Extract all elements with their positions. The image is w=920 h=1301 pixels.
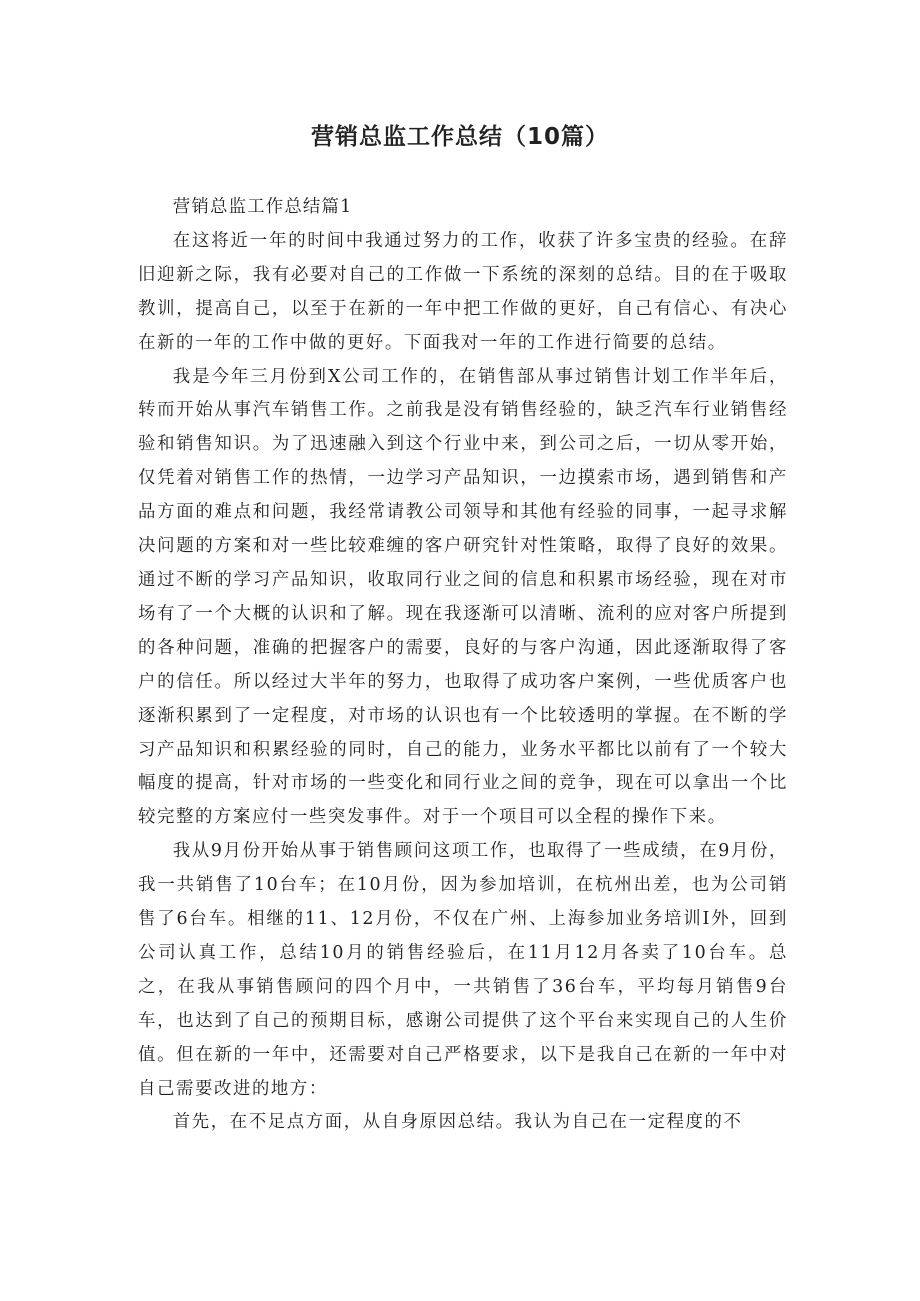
document-body — [138, 191, 788, 1140]
document-title: 营销总监工作总结（10篇） — [310, 124, 609, 150]
paragraph-intro: 在这将近一年的时间中我通过努力的工作，收获了许多宝贵的经验。在辞旧迎新之际，我有必要对自己的工作做一下系统的深刻的总结。目的在于吸取教训，提高自己，以至于在新的一年中把工作做的更好，自己有信心、有决心在新的一年的工作中做的更好。下面我对一年的工作进行简要的总结。 — [138, 230, 788, 353]
paragraph-experience: 我是今年三月份到X公司工作的，在销售部从事过销售计划工作半年后，转而开始从事汽车销售工作。之前我是没有销售经验的，缺乏汽车行业销售经验和销售知识。为了迅速融入到这个行业中来，到公司之后，一切从零开始，仅凭着对销售工作的热情，一边学习产品知识，一边摸索市场，遇到销售和产品方面的难点和问题，我经常请教公司领导和其他有经验的同事，一起寻求解决问题的方案和对一些比较难缠的客户研究针对性策略，取得了良好的效果。通过不断的学习产品知识，收取同行业之间的信息和积累市场经验，现在对市场有了一个大概的认识和了解。现在我逐渐可以清晰、流利的应对客户所提到的各种问题，准确的把握客户的需要，良好的与客户沟通，因此逐渐取得了客户的信任。所以经过大半年的努力，也取得了成功客户案例，一些优质客户也逐渐积累到了一定程度，对市场的认识也有一个比较透明的掌握。在不断的学习产品知识和积累经验的同时，自己的能力，业务水平都比以前有了一个较大幅度的提高，针对市场的一些变化和同行业之间的竞争，现在可以拿出一个比较完整的方案应付一些突发事件。对于一个项目可以全程的操作下来。 — [138, 366, 788, 828]
paragraph-sales-results: 我从9月份开始从事于销售顾问这项工作，也取得了一些成绩，在9月份，我一共销售了10台车；在10月份，因为参加培训，在杭州出差，也为公司销售了6台车。相继的11、12月份，不仅在广州、上海参加业务培训I外，回到公司认真工作，总结10月的销售经验后，在11月12月各卖了10台车。总之，在我从事销售顾问的四个月中，一共销售了36台车，平均每月销售9台车，也达到了自己的预期目标，感谢公司提供了这个平台来实现自己的人生价值。但在新的一年中，还需要对自己严格要求，以下是我自己在新的一年中对自己需要改进的地方： — [138, 841, 788, 1099]
section-heading: 营销总监工作总结篇1 — [172, 197, 353, 217]
paragraph-shortcomings: 首先，在不足点方面，从自身原因总结。我认为自己在一定程度的不 — [172, 1112, 743, 1133]
